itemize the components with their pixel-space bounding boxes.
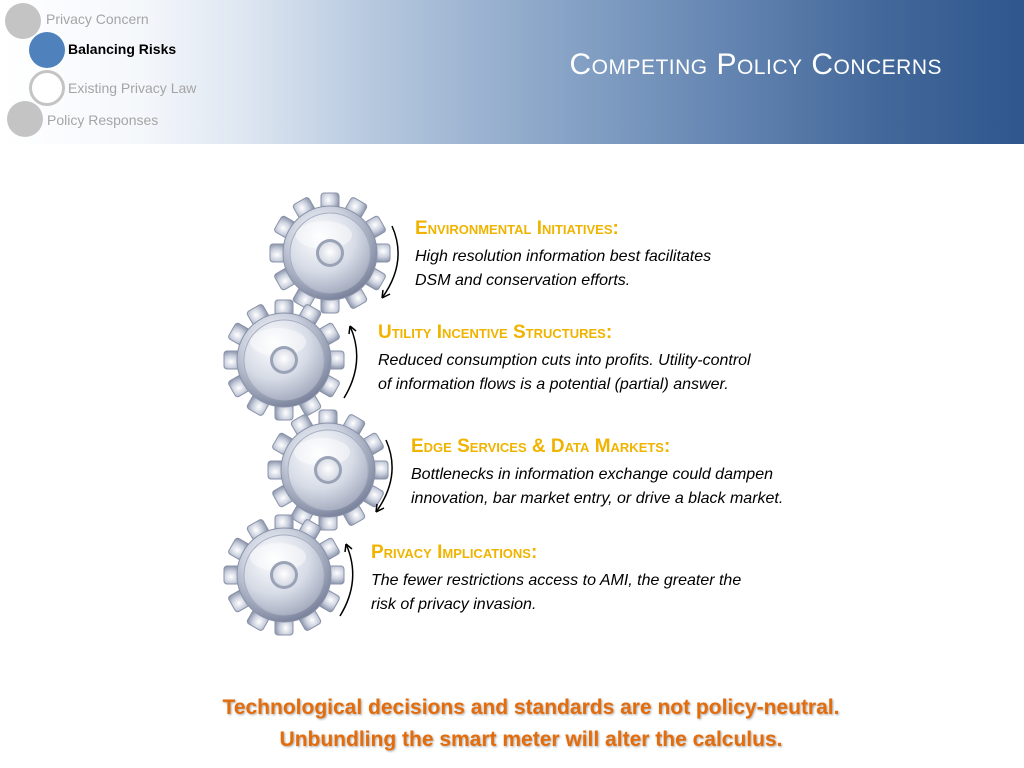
concern-heading-environmental: Environmental Initiatives: bbox=[415, 218, 619, 239]
concern-heading-utility-incentives: Utility Incentive Structures: bbox=[378, 322, 613, 343]
concern-line: of information flows is a potential (partial) answer. bbox=[378, 376, 729, 393]
page-title: Competing Policy Concerns bbox=[569, 48, 942, 81]
concern-description-utility-incentives bbox=[378, 349, 751, 397]
nav-dot-policy-responses[interactable] bbox=[7, 101, 43, 137]
concern-line: Bottlenecks in information exchange could dampen bbox=[411, 466, 773, 483]
nav-dot-privacy-concern[interactable] bbox=[5, 3, 41, 39]
concern-description-environmental bbox=[415, 245, 711, 293]
concern-line: risk of privacy invasion. bbox=[371, 596, 537, 613]
concern-description-edge-services bbox=[411, 463, 783, 511]
concern-heading-edge-services: Edge Services & Data Markets: bbox=[411, 436, 671, 457]
concern-heading-privacy-implications: Privacy Implications: bbox=[371, 542, 538, 563]
curved-arrow-icon bbox=[338, 540, 368, 622]
nav-item-policy-responses[interactable]: Policy Responses bbox=[47, 112, 159, 128]
concern-line: DSM and conservation efforts. bbox=[415, 272, 631, 289]
concern-line: High resolution information best facilitates bbox=[415, 248, 712, 265]
curved-arrow-icon bbox=[378, 222, 408, 304]
nav-item-existing-privacy-law[interactable]: Existing Privacy Law bbox=[68, 80, 197, 96]
nav-item-balancing-risks[interactable]: Balancing Risks bbox=[68, 41, 177, 57]
nav-item-privacy-concern[interactable]: Privacy Concern bbox=[46, 11, 149, 27]
concern-description-privacy-implications bbox=[371, 569, 741, 617]
concern-line: innovation, bar market entry, or drive a black market. bbox=[411, 490, 784, 507]
gear-icon bbox=[268, 191, 392, 315]
curved-arrow-icon bbox=[372, 436, 402, 518]
conclusion-line-2: Unbundling the smart meter will alter the calculus. bbox=[279, 728, 783, 751]
concern-line: Reduced consumption cuts into profits. Utility-control bbox=[378, 352, 751, 369]
nav-dot-balancing-risks[interactable] bbox=[29, 32, 65, 68]
gear-icon bbox=[222, 298, 346, 422]
nav-dot-existing-privacy-law[interactable] bbox=[29, 70, 65, 106]
conclusion-line-1: Technological decisions and standards are not policy-neutral. bbox=[222, 696, 840, 719]
concern-line: The fewer restrictions access to AMI, the greater the bbox=[371, 572, 742, 589]
gear-icon bbox=[222, 513, 346, 637]
curved-arrow-icon bbox=[342, 322, 372, 404]
